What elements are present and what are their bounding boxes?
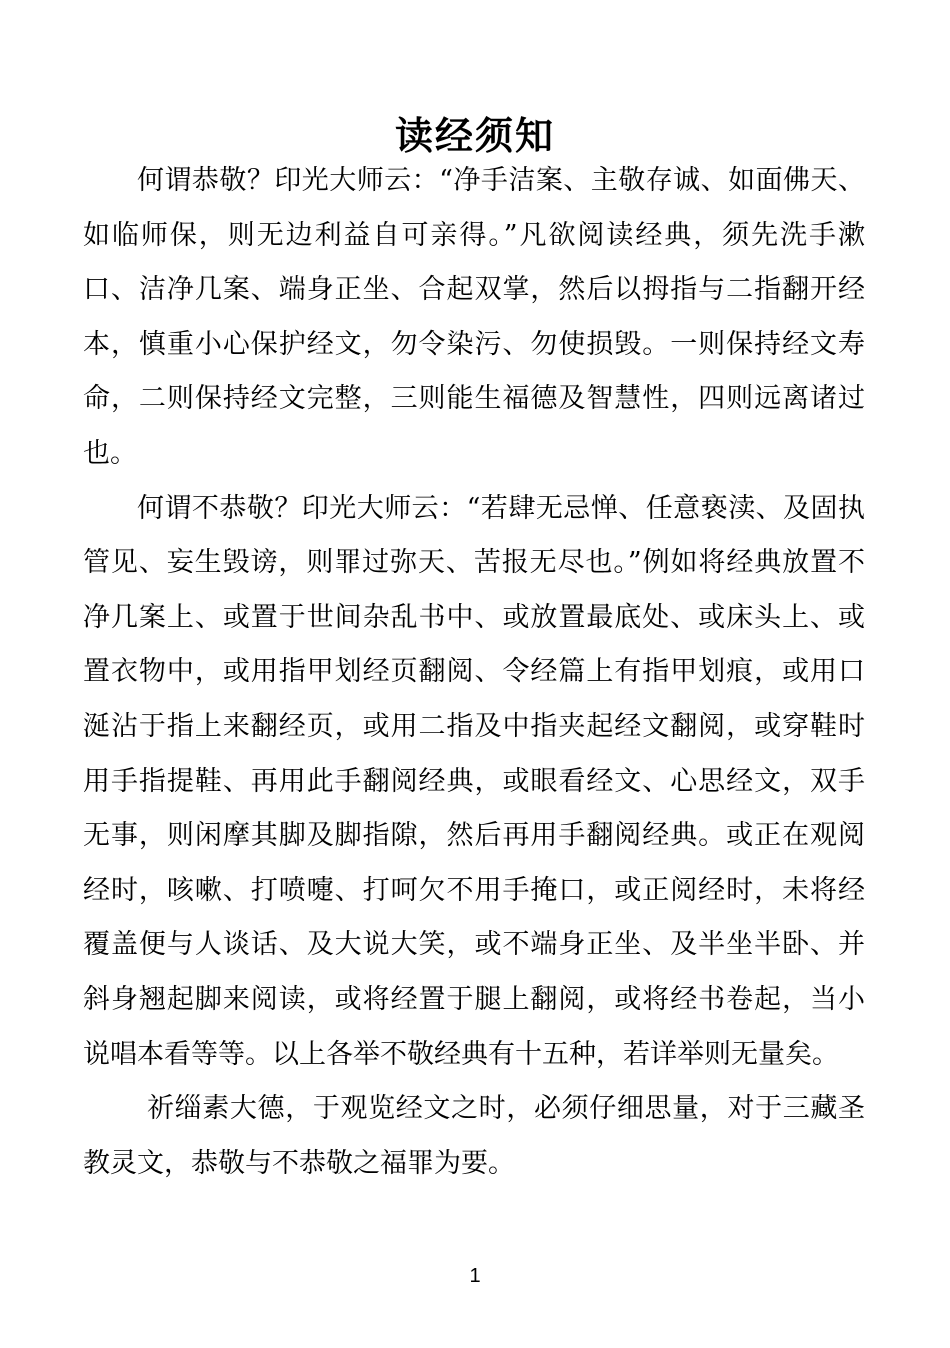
paragraph-respect: 何谓恭敬？印光大师云：“净手洁案、主敬存诚、如面佛天、如临师保，则无边利益自可亲得。”凡欲阅读经典，须先洗手漱口、洁净几案、端身正坐、合起双掌，然后以拇指与二指翻开经本，慎重小心保护经文，勿令染污、勿使损毁。一则保持经文寿命，二则保持经文完整，三则能生福德及智慧性，四则远离诸过也。 [83, 165, 865, 469]
paragraph-conclusion: 祈缁素大德，于观览经文之时，必须仔细思量，对于三藏圣教灵文，恭敬与不恭敬之福罪为要。 [83, 1093, 865, 1179]
paragraph-disrespect: 何谓不恭敬？印光大师云：“若肆无忌惮、任意亵渎、及固执管见、妄生毁谤，则罪过弥天、苦报无尽也。”例如将经典放置不净几案上、或置于世间杂乱书中、或放置最底处、或床头上、或置衣物中，或用指甲划经页翻阅、令经篇上有指甲划痕，或用口涎沾于指上来翻经页，或用二指及中指夹起经文翻阅，或穿鞋时用手指提鞋、再用此手翻阅经典，或眼看经文、心思经文，双手无事，则闲摩其脚及脚指隙，然后再用手翻阅经典。或正在观阅经时，咳嗽、打喷嚏、打呵欠不用手掩口，或正阅经时，未将经覆盖便与人谈话、及大说大笑，或不端身正坐、及半坐半卧、并斜身翘起脚来阅读，或将经置于腿上翻阅，或将经书卷起，当小说唱本看等等。以上各举不敬经典有十五种，若详举则无量矣。 [83, 492, 865, 1070]
page-number: 1 [469, 1265, 481, 1287]
document-title: 读经须知 [394, 114, 555, 159]
document-body [83, 154, 865, 1191]
